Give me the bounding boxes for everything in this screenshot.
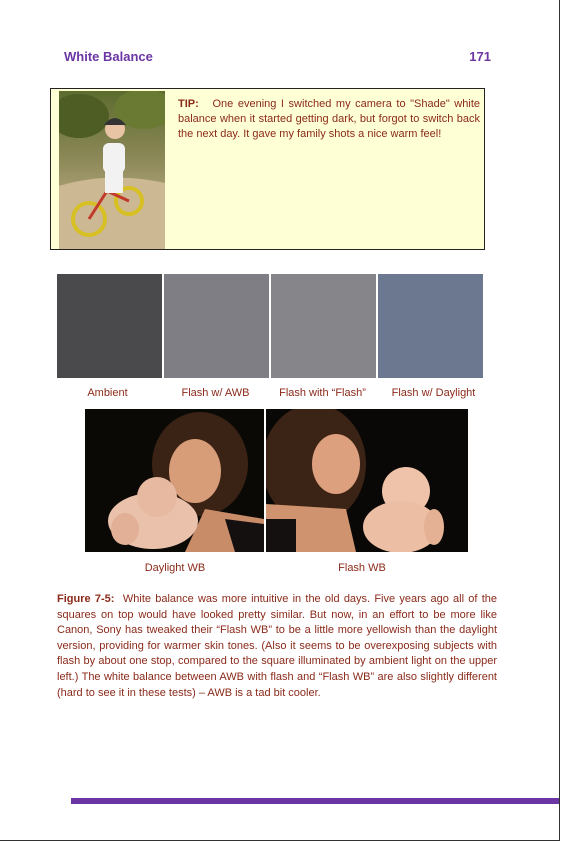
mother-baby-photo-flash xyxy=(266,409,468,552)
photo-label-daylight: Daylight WB xyxy=(144,562,206,574)
tip-body: One evening I switched my camera to "Shade" white balance when it started getting dark, but forgot to switch back the next day. It gave my family shots a nice warm feel! xyxy=(178,98,480,140)
swatch-label-flash-awb: Flash w/ AWB xyxy=(181,387,250,399)
swatch-flash-awb xyxy=(164,274,269,378)
tip-label: TIP: xyxy=(178,98,199,110)
photo-label-flash: Flash WB xyxy=(338,562,386,574)
running-header-title: White Balance xyxy=(64,49,153,64)
tip-box xyxy=(50,88,485,250)
swatch-ambient xyxy=(57,274,162,378)
figure-label: Figure 7-5: xyxy=(57,593,115,605)
tip-text xyxy=(178,97,480,142)
swatch-label-ambient: Ambient xyxy=(87,387,128,399)
swatch-flash-flash xyxy=(271,274,376,378)
mother-baby-photo-daylight xyxy=(85,409,264,552)
figure-caption-text: White balance was more intuitive in the old days. Five years ago all of the squares on top would have looked pretty similar. But now, in an effort to be more like Canon, Sony has tweaked their “Flash WB” to be a little more yellowish than the daylight version, providing for warmer skin tones. (Also it seems to be overexposing subjects with flash by about one stop, compared to the square illuminated by ambient light on the upper left.) The white balance between AWB with flash and “Flash WB” are also slightly different (hard to see it in these tests) – AWB is a tad bit cooler. xyxy=(57,593,497,699)
child-on-bike-photo xyxy=(59,91,165,249)
page-number: 171 xyxy=(469,49,491,64)
figure-caption xyxy=(57,592,497,701)
footer-accent-bar xyxy=(71,798,559,804)
white-balance-swatches xyxy=(57,274,483,378)
swatch-flash-daylight xyxy=(378,274,483,378)
swatch-label-flash-daylight: Flash w/ Daylight xyxy=(391,387,476,399)
swatch-label-flash-flash: Flash with “Flash” xyxy=(279,387,366,399)
